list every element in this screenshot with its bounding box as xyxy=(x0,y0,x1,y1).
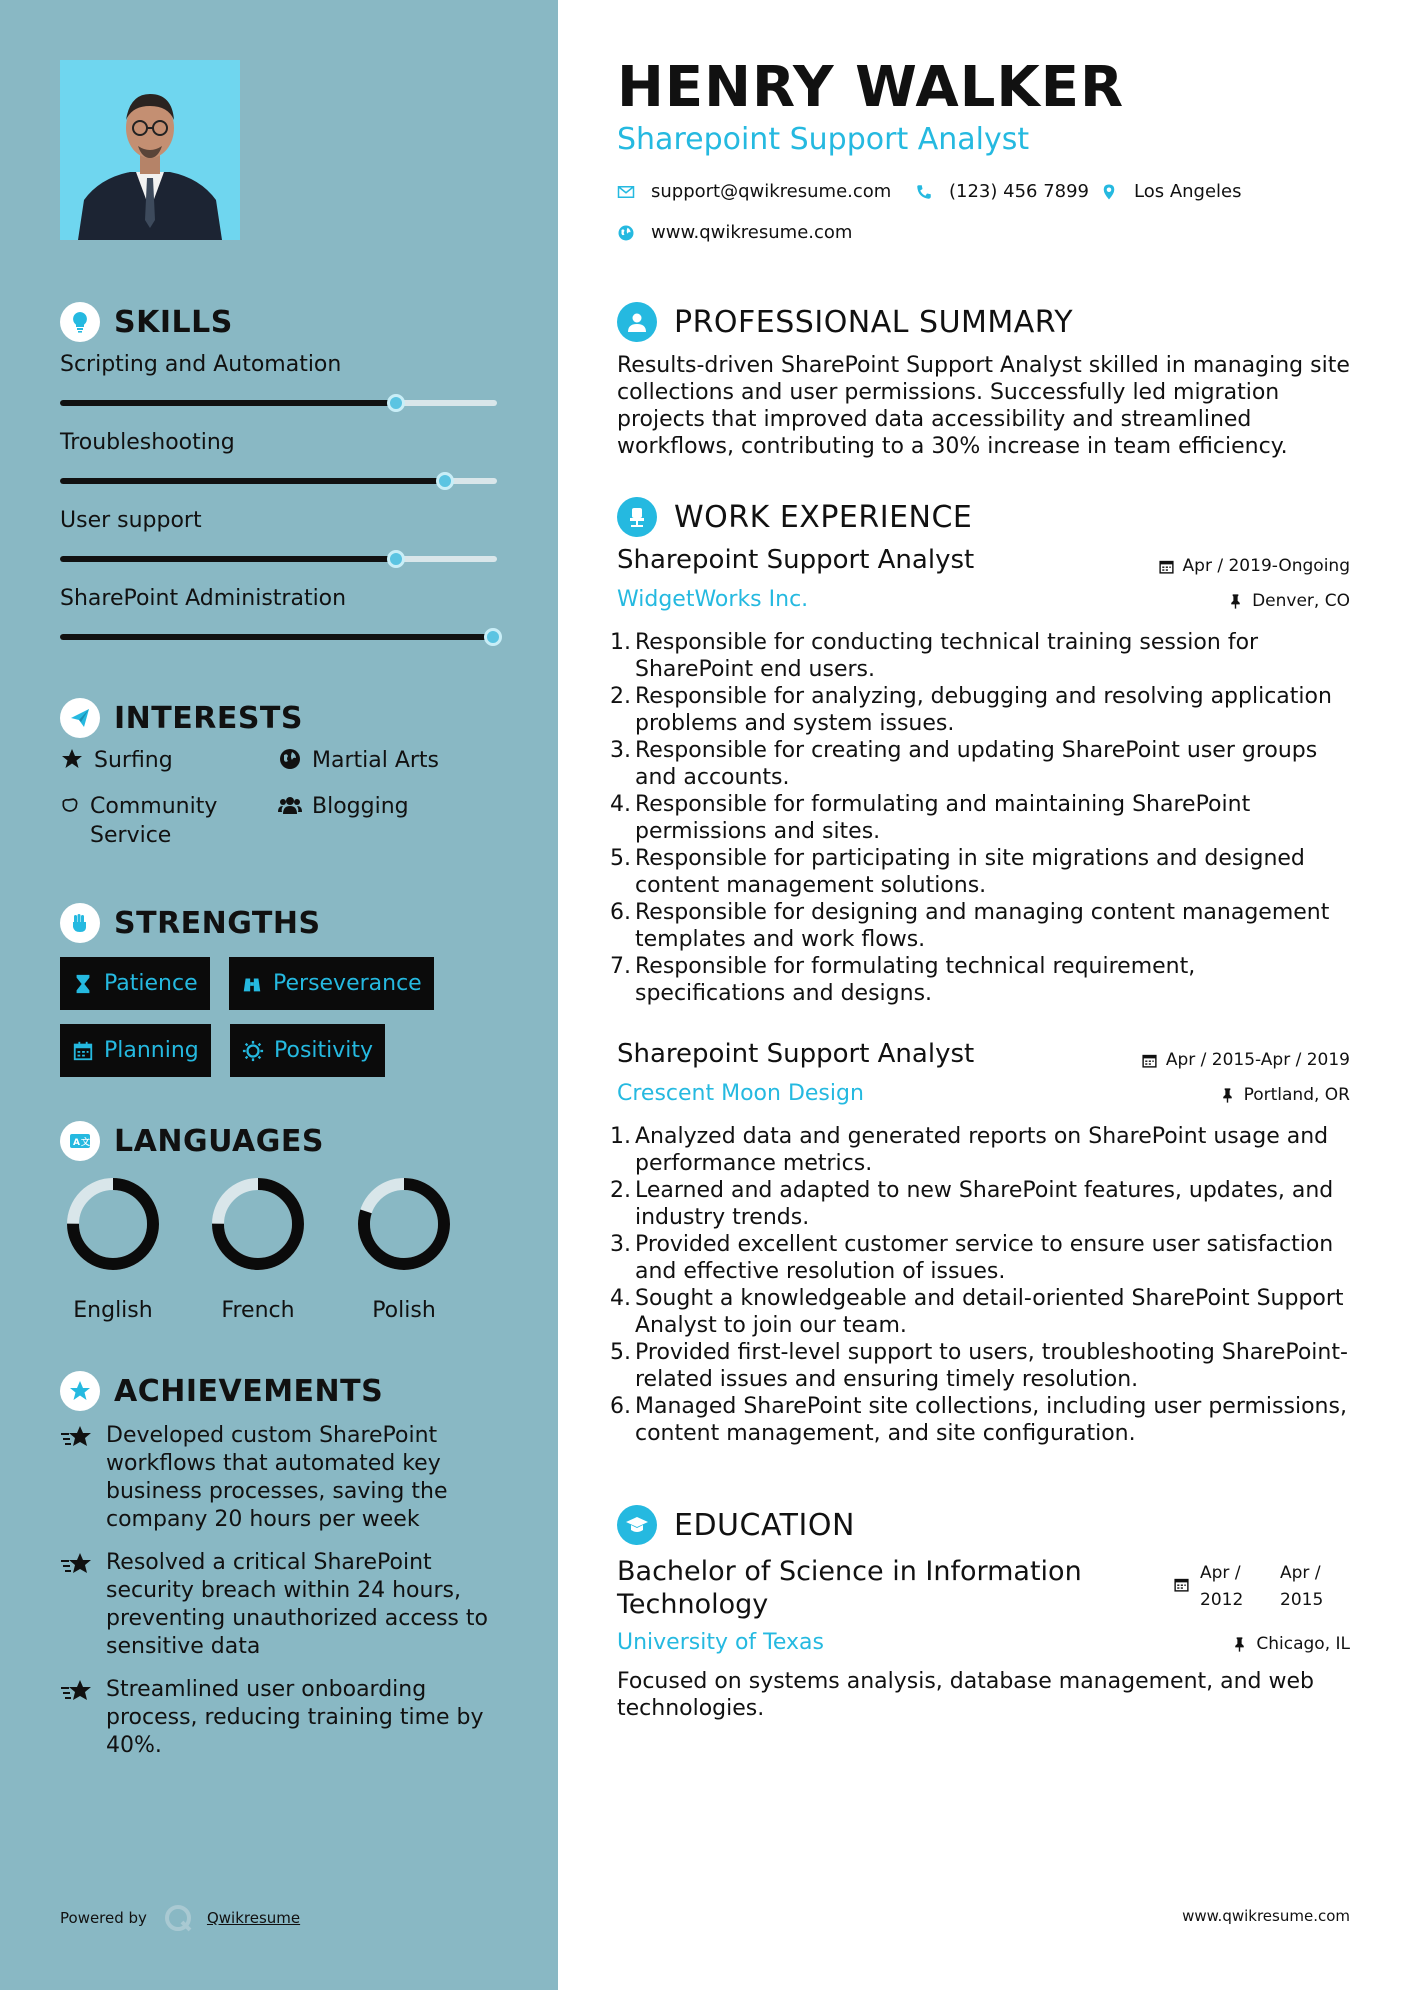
degree-title: Bachelor of Science in Information Technology xyxy=(617,1556,1082,1620)
strength-badge xyxy=(230,1024,385,1077)
achievement-star-icon xyxy=(60,1371,100,1411)
language-progress-ring xyxy=(63,1174,163,1274)
list-item xyxy=(610,1285,1350,1339)
list-number: 4. xyxy=(610,792,631,817)
achievement-item xyxy=(60,1549,500,1661)
sun-icon xyxy=(242,1040,264,1062)
education-heading: EDUCATION xyxy=(674,1507,855,1543)
skill-bar-handle xyxy=(436,472,454,490)
globe-icon xyxy=(617,224,635,242)
skill-label: Troubleshooting xyxy=(60,430,235,455)
star-bullet-icon xyxy=(60,1551,94,1579)
list-item xyxy=(610,953,1350,1007)
list-item-text: Provided excellent customer service to ensure user satisfaction and effective resolution of issues. xyxy=(635,1232,1334,1284)
user-icon xyxy=(617,302,657,342)
powered-by xyxy=(60,1903,300,1933)
list-number: 2. xyxy=(610,1178,631,1203)
list-number: 3. xyxy=(610,1232,631,1257)
strength-label: Positivity xyxy=(274,1038,374,1063)
education-location-text: Chicago, IL xyxy=(1256,1634,1350,1654)
location-text: Los Angeles xyxy=(1134,181,1242,202)
interests-section-header xyxy=(60,698,303,738)
language-label: French xyxy=(221,1298,295,1323)
education-section-header xyxy=(617,1505,855,1545)
list-item xyxy=(610,1339,1350,1393)
school-name: University of Texas xyxy=(617,1630,824,1655)
list-number: 1. xyxy=(610,1124,631,1149)
skills-heading: SKILLS xyxy=(114,304,233,340)
company-name: Crescent Moon Design xyxy=(617,1081,864,1106)
calendar-icon xyxy=(1158,558,1175,575)
skill-bar xyxy=(60,400,497,406)
job-dates xyxy=(1141,1050,1350,1070)
experience-section-header xyxy=(617,497,972,537)
skill-bar-fill xyxy=(60,556,396,562)
company-name: WidgetWorks Inc. xyxy=(617,587,809,612)
email-contact[interactable] xyxy=(617,181,891,202)
list-item xyxy=(610,1231,1350,1285)
list-item-text: Responsible for formulating and maintaining SharePoint permissions and sites. xyxy=(635,792,1251,844)
list-item-text: Responsible for participating in site migrations and designed content management solutions. xyxy=(635,846,1305,898)
education-start-date xyxy=(1200,1560,1260,1614)
sidebar xyxy=(0,0,558,1990)
list-item xyxy=(610,1177,1350,1231)
map-pin-icon xyxy=(1100,183,1118,201)
end-month: Apr / xyxy=(1280,1563,1321,1583)
list-item-text: Sought a knowledgeable and detail-oriented SharePoint Support Analyst to join our team. xyxy=(635,1286,1344,1338)
skill-label: Scripting and Automation xyxy=(60,352,342,377)
strength-badge xyxy=(229,957,434,1010)
summary-text: Results-driven SharePoint Support Analyst skilled in managing site collections and user permissions. Successfully led migration projects that improved data accessibility and streamlined workflows, contributing to a 30% increase in team efficiency. xyxy=(617,353,1350,459)
language-label: Polish xyxy=(372,1298,436,1323)
start-year: 2012 xyxy=(1200,1590,1244,1610)
language-progress-ring xyxy=(208,1174,308,1274)
achievement-text: Streamlined user onboarding process, reducing training time by 40%. xyxy=(106,1677,484,1758)
calendar-icon xyxy=(72,1040,94,1062)
list-item-text: Managed SharePoint site collections, including user permissions, content management, and site configuration. xyxy=(635,1394,1347,1446)
skills-section-header xyxy=(60,302,233,342)
list-number: 7. xyxy=(610,954,631,979)
hand-icon xyxy=(60,793,80,817)
skill-bar-fill xyxy=(60,478,445,484)
skill-bar xyxy=(60,634,497,640)
calendar-icon xyxy=(1141,1052,1158,1069)
language-item xyxy=(63,1174,163,1323)
achievement-text: Developed custom SharePoint workflows that automated key business processes, saving the company 20 hours per week xyxy=(106,1423,448,1532)
achievement-text: Resolved a critical SharePoint security breach within 24 hours, preventing unauthorized access to sensitive data xyxy=(106,1550,488,1659)
list-item xyxy=(610,1393,1350,1447)
list-number: 5. xyxy=(610,846,631,871)
website-contact[interactable] xyxy=(617,222,852,243)
email-text[interactable]: support@qwikresume.com xyxy=(651,181,892,202)
skill-bar-handle xyxy=(484,628,502,646)
strength-label: Perseverance xyxy=(273,971,422,996)
interest-label: Martial Arts xyxy=(312,748,440,773)
list-item xyxy=(610,629,1350,683)
star-bullet-icon xyxy=(60,1424,94,1452)
job-location xyxy=(1219,1085,1350,1105)
interest-label: Blogging xyxy=(312,794,409,819)
qwikresume-logo-icon xyxy=(163,1903,193,1933)
list-item-text: Responsible for creating and updating SharePoint user groups and accounts. xyxy=(635,738,1318,790)
pushpin-icon xyxy=(1227,593,1244,610)
phone-icon xyxy=(915,183,933,201)
profile-photo xyxy=(60,60,240,240)
education-dates xyxy=(1173,1560,1340,1614)
skill-label: SharePoint Administration xyxy=(60,586,347,611)
svg-text:A: A xyxy=(73,1138,80,1148)
star-bullet-icon xyxy=(60,1678,94,1706)
list-number: 5. xyxy=(610,1340,631,1365)
lightbulb-icon xyxy=(60,302,100,342)
users-icon xyxy=(278,793,302,817)
website-text[interactable]: www.qwikresume.com xyxy=(651,222,853,243)
strength-label: Patience xyxy=(104,971,198,996)
list-number: 6. xyxy=(610,900,631,925)
list-item-text: Learned and adapted to new SharePoint features, updates, and industry trends. xyxy=(635,1178,1334,1230)
education-description: Focused on systems analysis, database management, and web technologies. xyxy=(617,1669,1314,1721)
office-chair-icon xyxy=(617,497,657,537)
phone-contact[interactable] xyxy=(915,181,1089,202)
start-month: Apr / xyxy=(1200,1563,1241,1583)
list-item-text: Provided first-level support to users, troubleshooting SharePoint-related issues and ensuring timely resolution. xyxy=(635,1340,1348,1392)
list-item-text: Analyzed data and generated reports on SharePoint usage and performance metrics. xyxy=(635,1124,1329,1176)
svg-text:文: 文 xyxy=(81,1138,91,1148)
calendar-icon xyxy=(1173,1576,1190,1593)
list-number: 6. xyxy=(610,1394,631,1419)
interest-label: Community Service xyxy=(90,794,218,848)
languages-section-header xyxy=(60,1121,324,1161)
powered-by-label: Powered by xyxy=(60,1909,147,1927)
achievements-heading: ACHIEVEMENTS xyxy=(114,1373,384,1409)
language-item xyxy=(354,1174,454,1323)
job-dates-text: Apr / 2019-Ongoing xyxy=(1182,556,1350,576)
skill-label: User support xyxy=(60,508,202,533)
skill-bar-fill xyxy=(60,400,396,406)
achievements-section-header xyxy=(60,1371,383,1411)
hourglass-icon xyxy=(72,973,94,995)
location-contact xyxy=(1100,181,1242,202)
education-end-date xyxy=(1280,1560,1340,1614)
achievement-item xyxy=(60,1676,500,1760)
experience-heading: WORK EXPERIENCE xyxy=(674,499,973,535)
pushpin-icon xyxy=(1219,1087,1236,1104)
job-dates-text: Apr / 2015-Apr / 2019 xyxy=(1165,1050,1350,1070)
strength-label: Planning xyxy=(104,1038,199,1063)
graduation-cap-icon xyxy=(617,1505,657,1545)
envelope-icon xyxy=(617,183,635,201)
paper-plane-icon xyxy=(60,698,100,738)
interests-heading: INTERESTS xyxy=(114,700,303,736)
language-label: English xyxy=(73,1298,153,1323)
list-item-text: Responsible for designing and managing content management templates and work flows. xyxy=(635,900,1330,952)
job-title: Sharepoint Support Analyst xyxy=(617,545,975,575)
summary-heading: PROFESSIONAL SUMMARY xyxy=(674,304,1074,340)
skill-bar xyxy=(60,556,497,562)
phone-text[interactable]: (123) 456 7899 xyxy=(949,181,1090,202)
strength-badge xyxy=(60,1024,211,1077)
job-dates xyxy=(1158,556,1350,576)
footer-url[interactable]: www.qwikresume.com xyxy=(1182,1907,1350,1925)
pushpin-icon xyxy=(1231,1636,1248,1653)
languages-heading: LANGUAGES xyxy=(114,1123,324,1159)
binoculars-icon xyxy=(241,973,263,995)
job-location xyxy=(1227,591,1350,611)
star-icon xyxy=(60,747,84,771)
list-item xyxy=(610,683,1350,737)
strengths-section-header xyxy=(60,903,321,943)
end-year: 2015 xyxy=(1280,1590,1324,1610)
candidate-name: HENRY WALKER xyxy=(617,55,1125,120)
list-item xyxy=(610,737,1350,791)
list-item xyxy=(610,899,1350,953)
summary-section-header xyxy=(617,302,1073,342)
interest-label: Surfing xyxy=(94,748,173,773)
list-number: 1. xyxy=(610,630,631,655)
list-number: 2. xyxy=(610,684,631,709)
achievement-item xyxy=(60,1422,500,1534)
education-location xyxy=(1231,1634,1350,1654)
qwikresume-link[interactable]: Qwikresume xyxy=(206,1909,301,1927)
language-progress-ring xyxy=(354,1174,454,1274)
fist-icon xyxy=(60,903,100,943)
skill-bar-fill xyxy=(60,634,493,640)
job-responsibilities-list xyxy=(610,629,1350,1007)
job-location-text: Denver, CO xyxy=(1252,591,1350,611)
language-item xyxy=(208,1174,308,1323)
list-item xyxy=(610,845,1350,899)
candidate-title: Sharepoint Support Analyst xyxy=(617,122,1030,157)
list-item xyxy=(610,791,1350,845)
skill-bar xyxy=(60,478,497,484)
strengths-heading: STRENGTHS xyxy=(114,905,321,941)
list-number: 3. xyxy=(610,738,631,763)
interest-item xyxy=(278,792,498,821)
skill-bar-handle xyxy=(387,394,405,412)
job-location-text: Portland, OR xyxy=(1243,1085,1350,1105)
list-item xyxy=(610,1123,1350,1177)
interest-item xyxy=(60,746,270,775)
globe-icon xyxy=(278,747,302,771)
language-icon xyxy=(60,1121,100,1161)
interest-item xyxy=(60,792,270,850)
interest-item xyxy=(278,746,498,775)
list-item-text: Responsible for conducting technical training session for SharePoint end users. xyxy=(635,630,1259,682)
job-responsibilities-list xyxy=(610,1123,1350,1447)
list-item-text: Responsible for formulating technical requirement, specifications and designs. xyxy=(635,954,1196,1006)
job-title: Sharepoint Support Analyst xyxy=(617,1039,975,1069)
list-item-text: Responsible for analyzing, debugging and resolving application problems and system issues. xyxy=(635,684,1332,736)
strength-badge xyxy=(60,957,210,1010)
list-number: 4. xyxy=(610,1286,631,1311)
skill-bar-handle xyxy=(387,550,405,568)
